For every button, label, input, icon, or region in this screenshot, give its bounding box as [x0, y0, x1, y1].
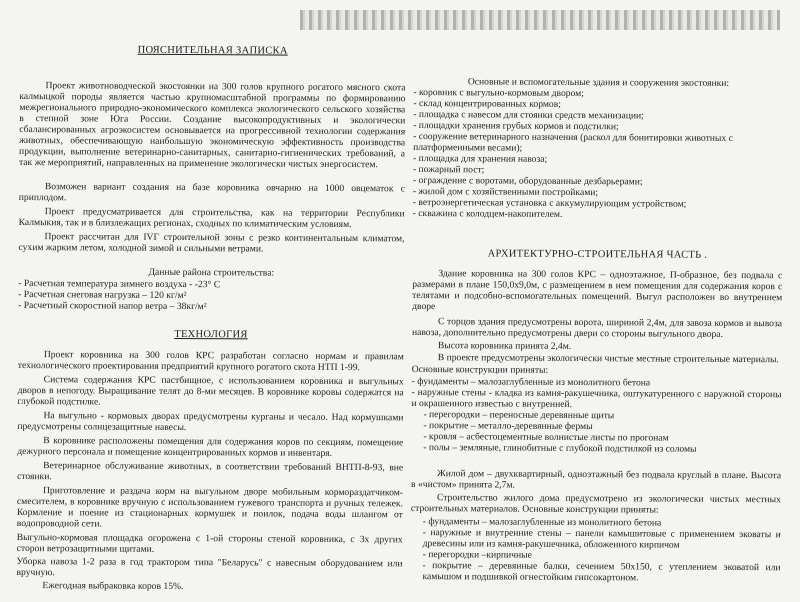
- buildings-item: - коровник с выгульно-кормовым двором;: [413, 86, 584, 100]
- house-constructions-list: [410, 516, 780, 584]
- house-paragraph-2: Строительство жилого дома предусмотрено из экологически чистых местных строительных материалов. Основные конструкции приняты:: [410, 492, 781, 516]
- document-title: ПОЯСНИТЕЛЬНАЯ ЗАПИСКА: [137, 44, 288, 57]
- buildings-item: - жилой дом с хозяйственными постройками;: [412, 185, 599, 199]
- tech-paragraph-8: Уборка навоза 1-2 раза в год трактором типа "Беларусь" с навесным оборудованием или вручную.: [16, 555, 403, 579]
- climate-heading: Данные района строительства:: [148, 266, 275, 279]
- arch-constructions-list: [411, 376, 781, 455]
- climate-item: - Расчетный скоростной напор ветра – 38кг/м²: [18, 299, 207, 313]
- construction-item: - наружные стены - кладка из камня-ракушечника, оштукатуренного с наружной стороны и окрашенного известью с внутренней.: [411, 386, 782, 410]
- climate-item: - Расчетная температура зимнего воздуха - -23° С: [18, 277, 221, 291]
- right-page: [410, 0, 784, 602]
- climate-item: - Расчетная снеговая нагрузка – 120 кг/м²: [18, 288, 187, 302]
- tech-paragraph-7: Выгульно-кормовая площадка огорожена с 1-ой стороны стеной коровника, с 3х других сторон ветрозащитными щитами.: [16, 531, 403, 555]
- house-item: - наружные и внутренние стены – панели камышитовые с применением эковаты и древесины или из камня-ракушечника, обложенного кирпичом: [422, 527, 781, 551]
- construction-item: - фундаменты – малозаглубленные из монолитного бетона: [411, 375, 651, 389]
- intro-paragraph-4: Проект рассчитан для IVГ строительной зоны с резко континентальным климатом, сухим жарким летом, холодной зимой и сильными ветрами.: [18, 231, 405, 255]
- buildings-heading: Основные и вспомогательные здания и сооружения экостоянки:: [467, 76, 730, 89]
- house-item: - перегородки –кирпичные: [422, 549, 532, 561]
- construction-item: - полы – земляные, глинобитные с глубокой подстилкой из соломы: [423, 442, 697, 455]
- architecture-title: АРХИТЕКТУРНО-СТРОИТЕЛЬНАЯ ЧАСТЬ .: [487, 248, 708, 261]
- buildings-item: - ограждение с воротами, оборудованные дезбарьерами;: [412, 174, 643, 188]
- climate-list: [18, 278, 404, 313]
- house-paragraph-1: Жилой дом – двухквартирный, одноэтажный без подвала круглый в плане. Высота в «чистом» принята 2,7м.: [411, 468, 782, 491]
- buildings-item: - скважина с колодцем-накопителем.: [412, 207, 563, 220]
- buildings-item: - пожарный пост;: [412, 163, 485, 176]
- buildings-item: - площадка для хранения навоза;: [412, 152, 548, 165]
- tech-paragraph-2: Система содержания КРС пастбищное, с использованием коровника и выгульных дворов в непогоду. Выращивание телят до 8-ми месяцев. В коровнике коровы содержатся на глубокой подстилке.: [17, 374, 404, 408]
- tech-paragraph-5: Ветеринарное обслуживание животных, в соответствии требований ВНТП-8-93, вне стоянки.: [17, 460, 404, 483]
- buildings-list: [413, 87, 784, 221]
- buildings-item: - площадки хранения грубых кормов и подстилки;: [413, 119, 619, 133]
- technology-title: ТЕХНОЛОГИЯ: [174, 328, 248, 341]
- arch-constructions-heading: Основные конструкции приняты:: [411, 363, 549, 376]
- construction-item: - покрытие – металло-деревянные фермы: [423, 420, 593, 433]
- construction-item: - кровля – асбестоцементные волнистые листы по прогонам: [423, 431, 669, 444]
- house-item: - покрытие – деревянные балки, сечением 50х150, с утеплением эковатой или камышом и подшивкой огнестойким гипсокартоном.: [422, 560, 781, 584]
- tech-paragraph-1: Проект коровника на 300 голов КРС разработан согласно нормам и правилам технологического проектирования предприятий крупного рогатого скота НТП 1-99.: [17, 349, 404, 374]
- tech-paragraph-6: Приготовление и раздача корм на выгульном дворе мобильным кормораздатчиком-смесителем, в коровнике вручную с использованием гужевого транспорта и ручных тележек. Кормление и поение из стационарных кормушек и поилок, подача воды шлангом от водопроводной сети.: [16, 485, 404, 530]
- arch-paragraph-1: Здание коровника на 300 голов КРС – одноэтажное, П-образное, без подвала с размерами в плане 150,0х9,0м, с размещением в нем помещения для содержания коров с телятами и подсобно-вспомогательных помещений. Выгул расположен во внутреннем дворе: [412, 268, 783, 313]
- buildings-item: - сооружение ветеринарного назначения (раскол для бонитировки животных с платформенными весами);: [413, 130, 733, 154]
- buildings-item: - площадка с навесом для стоянки средств механизации;: [413, 108, 644, 122]
- left-page: [16, 0, 406, 602]
- tech-paragraph-9: Ежегодная выбраковка коров 15%.: [42, 580, 184, 593]
- buildings-item: - склад концентрированных кормов;: [413, 97, 561, 110]
- house-item: - фундаменты – малозаглубленные из монолитного бетона: [422, 516, 662, 529]
- intro-paragraph-1: Проект животноводческой экостоянки на 300 голов крупного рогатого мясного скота калмыцкой породы является частью крупномасштабной программы по формированию межрегионального природно-экономического комплекса экологического сельского хозяйства в степной зоне Юга России. Создание высокопродуктивных и экологически сбалансированных агроэкосистем основывается на прогрессивной технологии содержания животных, обеспечивающую наибольшую экономическую эффективность производства продукции, выполнение ветеринарно-санитарных, санитарно-гигиенических требований, а так же мероприятий, направленных на применение экологически чистых энергосистем.: [18, 80, 406, 171]
- intro-paragraph-2: Возможен вариант создания на базе коровника овчарню на 1000 овцематок с приплодом.: [18, 181, 405, 204]
- buildings-item: - ветроэнергетическая установка с аккумулирующим устройством;: [412, 196, 687, 210]
- arch-paragraph-4: В проекте предусмотрены экологически чистые местные строительные материалы.: [437, 352, 779, 366]
- construction-item: - перегородки – переносные деревянные щиты: [423, 409, 615, 422]
- tech-paragraph-4: В коровнике расположены помещения для содержания коров по секциям, помещение дежурного персонала и помещение концентрированных кормов и инвентаря.: [17, 435, 404, 459]
- intro-paragraph-3: Проект предусматривается для строительства, как на территории Республики Калмыкия, так и в близлежащих регионах, сходных по климатическим условиям.: [18, 206, 405, 231]
- arch-paragraph-2: С торцов здания предусмотрены ворота, шириной 2,4м, для завоза кормов и вывоза навоза, дополнительно предусмотрены двери со стороны выгульного двора.: [411, 316, 783, 340]
- tech-paragraph-3: На выгульно - кормовых дворах предусмотрены курганы и чесало. Над кормушками предусмотрены солнцезащитные навесы.: [17, 410, 404, 434]
- arch-paragraph-3: Высота коровника принята 2,4м.: [437, 340, 572, 352]
